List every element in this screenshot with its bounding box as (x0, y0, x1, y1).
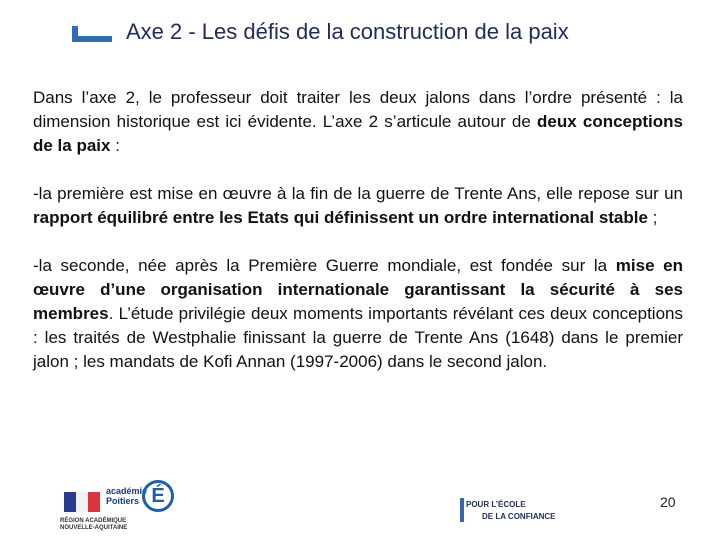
ecole-confiance-logo (460, 496, 570, 526)
french-flag-icon (64, 492, 100, 512)
region-line-1: RÉGION ACADÉMIQUE (60, 518, 127, 524)
confiance-line-1: POUR L’ÉCOLE (466, 500, 526, 509)
academy-e-icon: É (142, 480, 174, 512)
slide-title: Axe 2 - Les défis de la construction de la paix (126, 19, 569, 44)
paragraph-1 (33, 86, 683, 158)
body-text (33, 86, 683, 398)
academy-logo (60, 476, 175, 532)
p1-text-a: Dans l’axe 2, le professeur doit traiter les deux jalons dans l’ordre présenté : la dimension historique est ici évidente. L’axe 2 s’articule autour de (33, 88, 683, 131)
p2-text-a: -la première est mise en œuvre à la fin de la guerre de Trente Ans, elle repose sur un (33, 184, 683, 203)
confiance-line-2: DE LA CONFIANCE (482, 512, 556, 521)
p1-text-c: : (110, 136, 120, 155)
academy-name: académie Poitiers (106, 486, 148, 506)
title-mark-horizontal (72, 36, 112, 42)
p1-bold: deux conceptions de la paix (33, 112, 683, 155)
p2-bold: rapport équilibré entre les Etats qui définissent un ordre international stable (33, 208, 648, 227)
page-number: 20 (660, 494, 676, 510)
paragraph-3 (33, 254, 683, 374)
p3-bold: mise en œuvre d’une organisation internationale garantissant la sécurité à ses membres (33, 256, 684, 323)
p3-text-a: -la seconde, née après la Première Guerre mondiale, est fondée sur la (33, 256, 616, 275)
paragraph-2 (33, 182, 683, 230)
p3-text-c: . L’étude privilégie deux moments importants révélant ces deux conceptions : les traités de Westphalie finissant la guerre de Trente Ans (1648) dans le premier jalon ; les mandats de Kofi Annan (1997-2006) dans le second jalon. (33, 304, 683, 371)
region-line-2: NOUVELLE-AQUITAINE (60, 525, 128, 531)
title-mark-icon (72, 26, 112, 42)
region-text (60, 518, 127, 532)
p2-text-c: ; (647, 208, 658, 227)
ecole-logo-bar-icon (460, 498, 464, 522)
